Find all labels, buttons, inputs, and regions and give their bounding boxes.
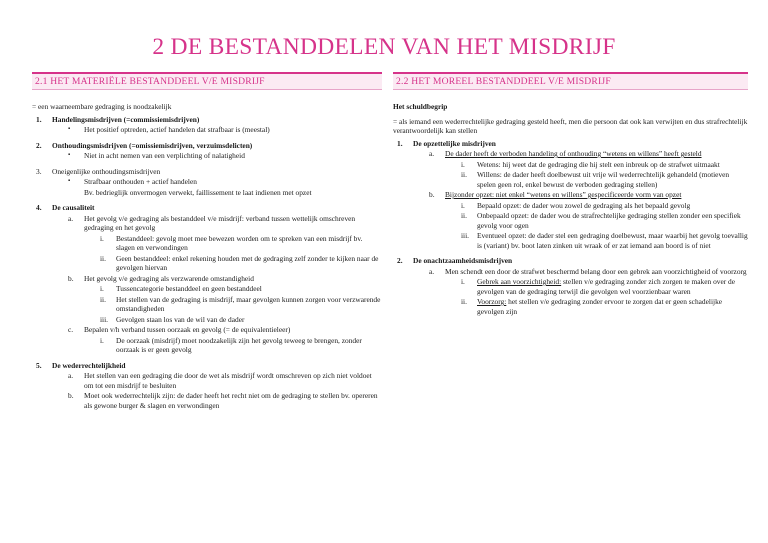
sub-list-item (393, 211, 748, 230)
sub-list-item (32, 391, 382, 410)
list-marker: 4. (36, 203, 42, 212)
list-note (32, 188, 382, 198)
list-text: Onthoudingsmisdrijven (=omissiemisdrijven, verzuimsdelicten) (52, 140, 253, 150)
list-text: Onbepaald opzet: de dader wou de strafrechtelijke gedraging stellen zonder een specifiek gevolg voor ogen (477, 211, 741, 230)
list-marker: ▪ (68, 126, 71, 132)
sub-list-item (32, 371, 382, 390)
list-text (477, 297, 748, 316)
list-text: Eventueel opzet: de dader stel een gedraging doelbewust, maar waarbij het gevolg toevallig is (variant) bv. boot laten zinken uit wraak of er zat iemand aan boord is of niet (477, 231, 748, 250)
right-list (393, 139, 748, 317)
list-marker: a. (429, 266, 435, 276)
list-text: De wederrechtelijkheid (52, 360, 126, 370)
list-marker: ii. (100, 294, 106, 304)
list-marker: ▪ (68, 178, 71, 184)
left-intro: = een waarneembare gedraging is noodzakelijk (32, 102, 172, 111)
list-text: Wetens: hij weet dat de gedraging die hij stelt een inbreuk op de strafwet uitmaakt (477, 159, 720, 169)
list-marker: c. (68, 325, 74, 334)
list-marker: a. (68, 213, 74, 223)
list-marker: 3. (36, 166, 42, 176)
list-item (393, 256, 748, 266)
list-text: De causaliteit (52, 203, 95, 212)
list-item (32, 115, 382, 125)
list-text: Gevolgen staan los van de wil van de dader (116, 314, 245, 324)
list-marker: 2. (397, 256, 403, 265)
list-marker: 5. (36, 360, 42, 370)
list-item (32, 141, 382, 151)
list-text: De opzettelijke misdrijven (413, 138, 496, 148)
list-marker: b. (68, 391, 74, 400)
page-title: 2 DE BESTANDDELEN VAN HET MISDRIJF (152, 34, 616, 60)
sub-list-item (393, 231, 748, 250)
sub-list-item (32, 254, 382, 273)
list-marker: 1. (36, 114, 42, 124)
list-lead: Gebrek aan voorzichtigheid: (477, 277, 562, 286)
list-text: Het stellen van een gedraging die door de wet als misdrijf wordt omschreven op zich niet voldoet om tot een misdrijf te besluiten (84, 371, 372, 390)
sub-list-item (32, 325, 382, 335)
list-text: Het stellen van de gedraging is misdrijf, maar gevolgen kunnen zorgen voor verzwarende omstandigheden (116, 294, 381, 313)
list-text: Bepalen v/h verband tussen oorzaak en gevolg (= de equivalentieleer) (84, 325, 291, 334)
sub-list-item (32, 284, 382, 294)
list-lead: Voorzorg: (477, 297, 507, 306)
sub-list-item (393, 201, 748, 211)
list-note-text: Bv. bedrieglijk onvermogen verwekt, faillissement te laat indienen met opzet (84, 187, 312, 197)
sub-list-item (393, 149, 748, 159)
sub-list-item (32, 177, 382, 187)
section-header-material: 2.1 HET MATERIËLE BESTANDDEEL V/E MISDRIJF (32, 72, 382, 90)
list-marker: ii. (461, 297, 467, 306)
list-text (477, 277, 748, 296)
list-rest: stellen v/e gedraging zonder zich zorgen te maken over de gevolgen van de gedraging terwijl die gevolgen wel voorzienbaar waren (477, 277, 736, 296)
list-marker: i. (461, 200, 465, 210)
sub-list-item (393, 160, 748, 170)
list-rest: het stellen v/e gedraging zonder ervoor te zorgen dat er geen schadelijke gevolgen zijn (477, 297, 723, 316)
list-item (393, 139, 748, 149)
list-marker: i. (100, 284, 104, 293)
list-text: Het gevolg v/e gedraging als verzwarende omstandigheid (84, 273, 254, 283)
list-text: Het positief optreden, actief handelen dat strafbaar is (meestal) (84, 125, 270, 134)
sub-list-item (32, 295, 382, 314)
list-marker: i. (100, 335, 104, 345)
list-item (32, 167, 382, 177)
sub-list-item (393, 170, 748, 189)
list-item (32, 203, 382, 213)
list-text: Niet in acht nemen van een verplichting of nalatigheid (84, 151, 245, 160)
list-marker: i. (461, 159, 465, 169)
list-text: De oorzaak (misdrijf) moet noodzakelijk zijn het gevolg teweeg te brengen, zonder oorzaak is er geen gevolg (116, 335, 362, 354)
right-intro: = als iemand een wederrechtelijke gedraging gesteld heeft, men die persoon dat ook kan verwijten en dus strafrechtelijk verantwoordelijk kan stellen (393, 116, 748, 135)
list-text: Tussencategorie bestanddeel en geen bestanddeel (116, 284, 262, 293)
list-marker: ii. (461, 170, 467, 179)
list-text: De onachtzaamheidsmisdrijven (413, 256, 513, 265)
list-marker: a. (68, 371, 74, 380)
list-marker: i. (461, 277, 465, 286)
list-item (32, 361, 382, 371)
list-text: De dader heeft de verboden handeling of onthouding “wetens en willens” heeft gesteld (445, 149, 702, 158)
sub-list-item (32, 315, 382, 325)
list-marker: ▪ (68, 152, 71, 158)
list-text: Geen bestanddeel: enkel rekening houden met de gedraging zelf zonder te kijken naar de gevolgen hiervan (116, 253, 379, 272)
sub-list-item (32, 336, 382, 355)
list-marker: iii. (100, 314, 109, 324)
sub-list-item (393, 267, 748, 277)
list-text: Willens: de dader heeft doelbewust uit vrije wil wederrechtelijk gehandeld (motieven spelen geen rol, enkel bewust de verboden gedraging stellen) (477, 170, 730, 189)
list-marker: iii. (461, 231, 470, 240)
list-marker: i. (100, 233, 104, 243)
list-text: Handelingsmisdrijven (=commissiemisdrijven) (52, 114, 200, 124)
sub-list-item (32, 125, 382, 135)
sub-list-item (32, 234, 382, 253)
right-column (393, 72, 748, 316)
right-subheading: Het schuldbegrip (393, 102, 448, 111)
section-header-moral: 2.2 HET MOREEL BESTANDDEEL V/E MISDRIJF (393, 72, 748, 90)
list-text: Strafbaar onthouden + actief handelen (84, 177, 197, 186)
list-marker: a. (429, 149, 435, 158)
sub-list-item (32, 214, 382, 233)
sub-list-item (32, 151, 382, 161)
sub-list-item (393, 190, 748, 200)
list-text: Bepaald opzet: de dader wou zowel de gedraging als het bepaald gevolg (477, 200, 691, 210)
list-text: Men schendt een door de strafwet beschermd belang door een gebrek aan voorzichtigheid of voorzorg (445, 266, 747, 276)
list-marker: 1. (397, 138, 403, 148)
sub-list-item (393, 297, 748, 316)
sub-list-item (32, 274, 382, 284)
list-text: Bijzonder opzet: niet enkel “wetens en willens” gespecificeerde vorm van opzet (445, 190, 682, 199)
list-text: Oneigenlijke onthoudingsmisdrijven (52, 166, 161, 176)
list-marker: b. (68, 273, 74, 283)
sub-list-item (393, 277, 748, 296)
list-marker: ii. (100, 253, 106, 263)
list-text: Moet ook wederrechtelijk zijn: de dader heeft het recht niet om de gedraging te stellen bv. opereren als gewone burger & slagen en verwondingen (84, 391, 378, 410)
list-marker: b. (429, 190, 435, 199)
list-marker: 2. (36, 140, 42, 150)
list-text: Bestanddeel: gevolg moet mee bewezen worden om te spreken van een misdrijf bv. slagen en verwondingen (116, 233, 363, 252)
left-column (32, 72, 382, 410)
left-list (32, 115, 382, 411)
list-text: Het gevolg v/e gedraging als bestanddeel v/e misdrijf: verband tussen wettelijk omschreven gedraging en het gevolg (84, 213, 356, 232)
list-marker: ii. (461, 211, 467, 220)
